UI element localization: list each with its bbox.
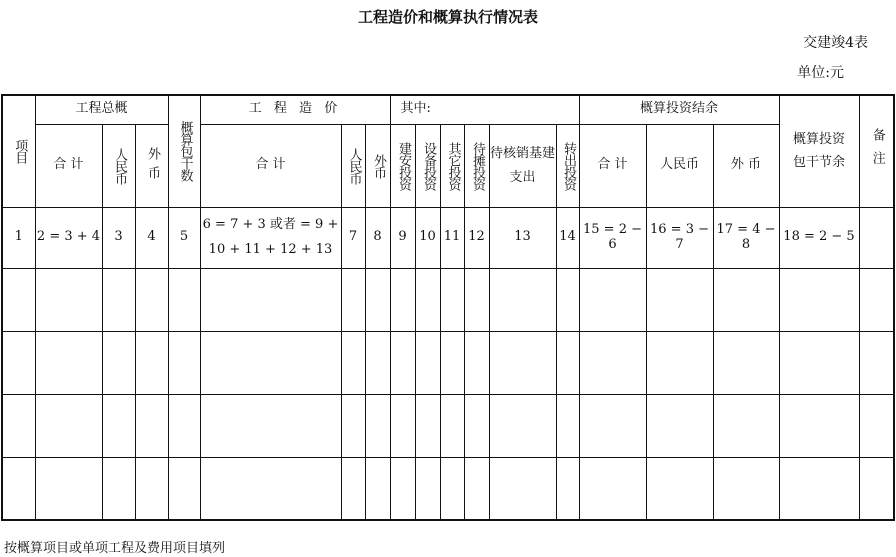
sub-construction: 建安投资	[390, 124, 415, 207]
header-total-budget: 工程总概	[35, 95, 168, 124]
table-cell[interactable]	[168, 268, 200, 331]
table-cell[interactable]	[646, 268, 713, 331]
table-cell[interactable]	[102, 394, 135, 457]
cost-execution-table	[1, 94, 895, 521]
table-cell[interactable]	[390, 457, 415, 520]
formula-cell: 5	[168, 207, 200, 268]
table-cell[interactable]	[713, 457, 779, 520]
table-cell[interactable]	[135, 394, 168, 457]
table-cell[interactable]	[579, 331, 646, 394]
sub-foreign: 外币	[135, 124, 168, 207]
table-cell[interactable]	[102, 331, 135, 394]
header-budget-lump: 概算包干数	[168, 95, 200, 207]
table-row	[2, 268, 894, 331]
formula-row	[2, 207, 894, 268]
table-cell[interactable]	[2, 457, 35, 520]
table-cell[interactable]	[168, 457, 200, 520]
sub-deferred: 待摊投资	[464, 124, 489, 207]
formula-cell: 16 = 3 − 7	[646, 207, 713, 268]
table-cell[interactable]	[579, 457, 646, 520]
formula-cell	[859, 207, 894, 268]
sub-rmb: 人民币	[102, 124, 135, 207]
table-cell[interactable]	[390, 394, 415, 457]
table-cell[interactable]	[415, 394, 440, 457]
table-cell[interactable]	[489, 331, 556, 394]
sub-bal-total: 合 计	[579, 124, 646, 207]
table-cell[interactable]	[102, 457, 135, 520]
formula-cell: 14	[556, 207, 579, 268]
formula-cell: 9	[390, 207, 415, 268]
header-project-cost: 工 程 造 价	[200, 95, 390, 124]
table-cell[interactable]	[556, 394, 579, 457]
document-title: 工程造价和概算执行情况表	[357, 8, 538, 26]
table-cell[interactable]	[556, 331, 579, 394]
table-cell[interactable]	[2, 268, 35, 331]
table-cell[interactable]	[35, 394, 102, 457]
sub-bal-rmb: 人民币	[646, 124, 713, 207]
table-cell[interactable]	[200, 331, 341, 394]
formula-cell: 10	[415, 207, 440, 268]
table-cell[interactable]	[390, 268, 415, 331]
table-cell[interactable]	[579, 268, 646, 331]
unit-label: 单位:元	[797, 65, 844, 81]
table-cell[interactable]	[779, 268, 859, 331]
table-cell[interactable]	[779, 394, 859, 457]
table-cell[interactable]	[415, 457, 440, 520]
table-cell[interactable]	[341, 457, 365, 520]
formula-cell: 4	[135, 207, 168, 268]
footnote: 按概算项目或单项工程及费用项目填列	[4, 541, 226, 556]
table-cell[interactable]	[2, 394, 35, 457]
table-cell[interactable]	[365, 331, 390, 394]
table-cell[interactable]	[135, 331, 168, 394]
table-cell[interactable]	[440, 331, 464, 394]
table-cell[interactable]	[365, 394, 390, 457]
table-row	[2, 394, 894, 457]
header-lump-saving: 概算投资包干节余	[779, 95, 859, 207]
table-cell[interactable]	[35, 268, 102, 331]
sub-bal-foreign: 外 币	[713, 124, 779, 207]
table-cell[interactable]	[464, 394, 489, 457]
table-cell[interactable]	[168, 331, 200, 394]
formula-cell: 17 = 4 − 8	[713, 207, 779, 268]
table-cell[interactable]	[859, 331, 894, 394]
formula-cell: 12	[464, 207, 489, 268]
table-cell[interactable]	[341, 331, 365, 394]
table-cell[interactable]	[579, 394, 646, 457]
table-cell[interactable]	[489, 268, 556, 331]
table-cell[interactable]	[200, 268, 341, 331]
table-cell[interactable]	[135, 268, 168, 331]
table-cell[interactable]	[390, 331, 415, 394]
formula-cell: 3	[102, 207, 135, 268]
table-row	[2, 331, 894, 394]
table-cell[interactable]	[415, 268, 440, 331]
table-cell[interactable]	[200, 457, 341, 520]
table-cell[interactable]	[341, 394, 365, 457]
table-cell[interactable]	[135, 457, 168, 520]
table-cell[interactable]	[440, 268, 464, 331]
table-cell[interactable]	[365, 457, 390, 520]
table-cell[interactable]	[779, 331, 859, 394]
formula-cell: 7	[341, 207, 365, 268]
table-cell[interactable]	[646, 394, 713, 457]
header-item: 项目	[2, 95, 35, 207]
table-cell[interactable]	[713, 394, 779, 457]
table-cell[interactable]	[489, 457, 556, 520]
table-cell[interactable]	[102, 268, 135, 331]
formula-cell: 2 = 3 + 4	[35, 207, 102, 268]
table-cell[interactable]	[464, 268, 489, 331]
sub-equipment: 设备投资	[415, 124, 440, 207]
table-cell[interactable]	[35, 457, 102, 520]
table-cell[interactable]	[556, 457, 579, 520]
form-number: 交建竣4表	[803, 35, 868, 51]
table-cell[interactable]	[713, 331, 779, 394]
sub-other: 其它投资	[440, 124, 464, 207]
formula-cell: 13	[489, 207, 556, 268]
table-cell[interactable]	[440, 457, 464, 520]
formula-cell: 11	[440, 207, 464, 268]
sub-transfer: 转出投资	[556, 124, 579, 207]
table-cell[interactable]	[365, 268, 390, 331]
sub-pending-writeoff: 待核销基建支出	[489, 124, 556, 207]
sub-total: 合 计	[35, 124, 102, 207]
sub-cost-rmb: 人民币	[341, 124, 365, 207]
table-cell[interactable]	[859, 457, 894, 520]
formula-cell: 18 = 2 − 5	[779, 207, 859, 268]
table-cell[interactable]	[440, 394, 464, 457]
sub-cost-foreign: 外币	[365, 124, 390, 207]
table-cell[interactable]	[168, 394, 200, 457]
header-balance: 概算投资结余	[579, 95, 779, 124]
table-cell[interactable]	[859, 394, 894, 457]
formula-cell: 1	[2, 207, 35, 268]
table-cell[interactable]	[489, 394, 556, 457]
formula-cell: 8	[365, 207, 390, 268]
table-cell[interactable]	[341, 268, 365, 331]
table-cell[interactable]	[2, 331, 35, 394]
table-cell[interactable]	[779, 457, 859, 520]
formula-cell: 6 = 7 + 3 或者 = 9 + 10 + 11 + 12 + 13	[200, 207, 341, 268]
table-cell[interactable]	[200, 394, 341, 457]
table-cell[interactable]	[464, 457, 489, 520]
table-cell[interactable]	[415, 331, 440, 394]
header-of-which: 其中:	[390, 95, 579, 124]
table-cell[interactable]	[646, 457, 713, 520]
formula-cell: 15 = 2 − 6	[579, 207, 646, 268]
table-cell[interactable]	[646, 331, 713, 394]
table-cell[interactable]	[713, 268, 779, 331]
header-remarks: 备注	[859, 95, 894, 207]
table-cell[interactable]	[556, 268, 579, 331]
table-cell[interactable]	[35, 331, 102, 394]
sub-cost-total: 合 计	[200, 124, 341, 207]
table-cell[interactable]	[464, 331, 489, 394]
table-cell[interactable]	[859, 268, 894, 331]
table-row	[2, 457, 894, 520]
